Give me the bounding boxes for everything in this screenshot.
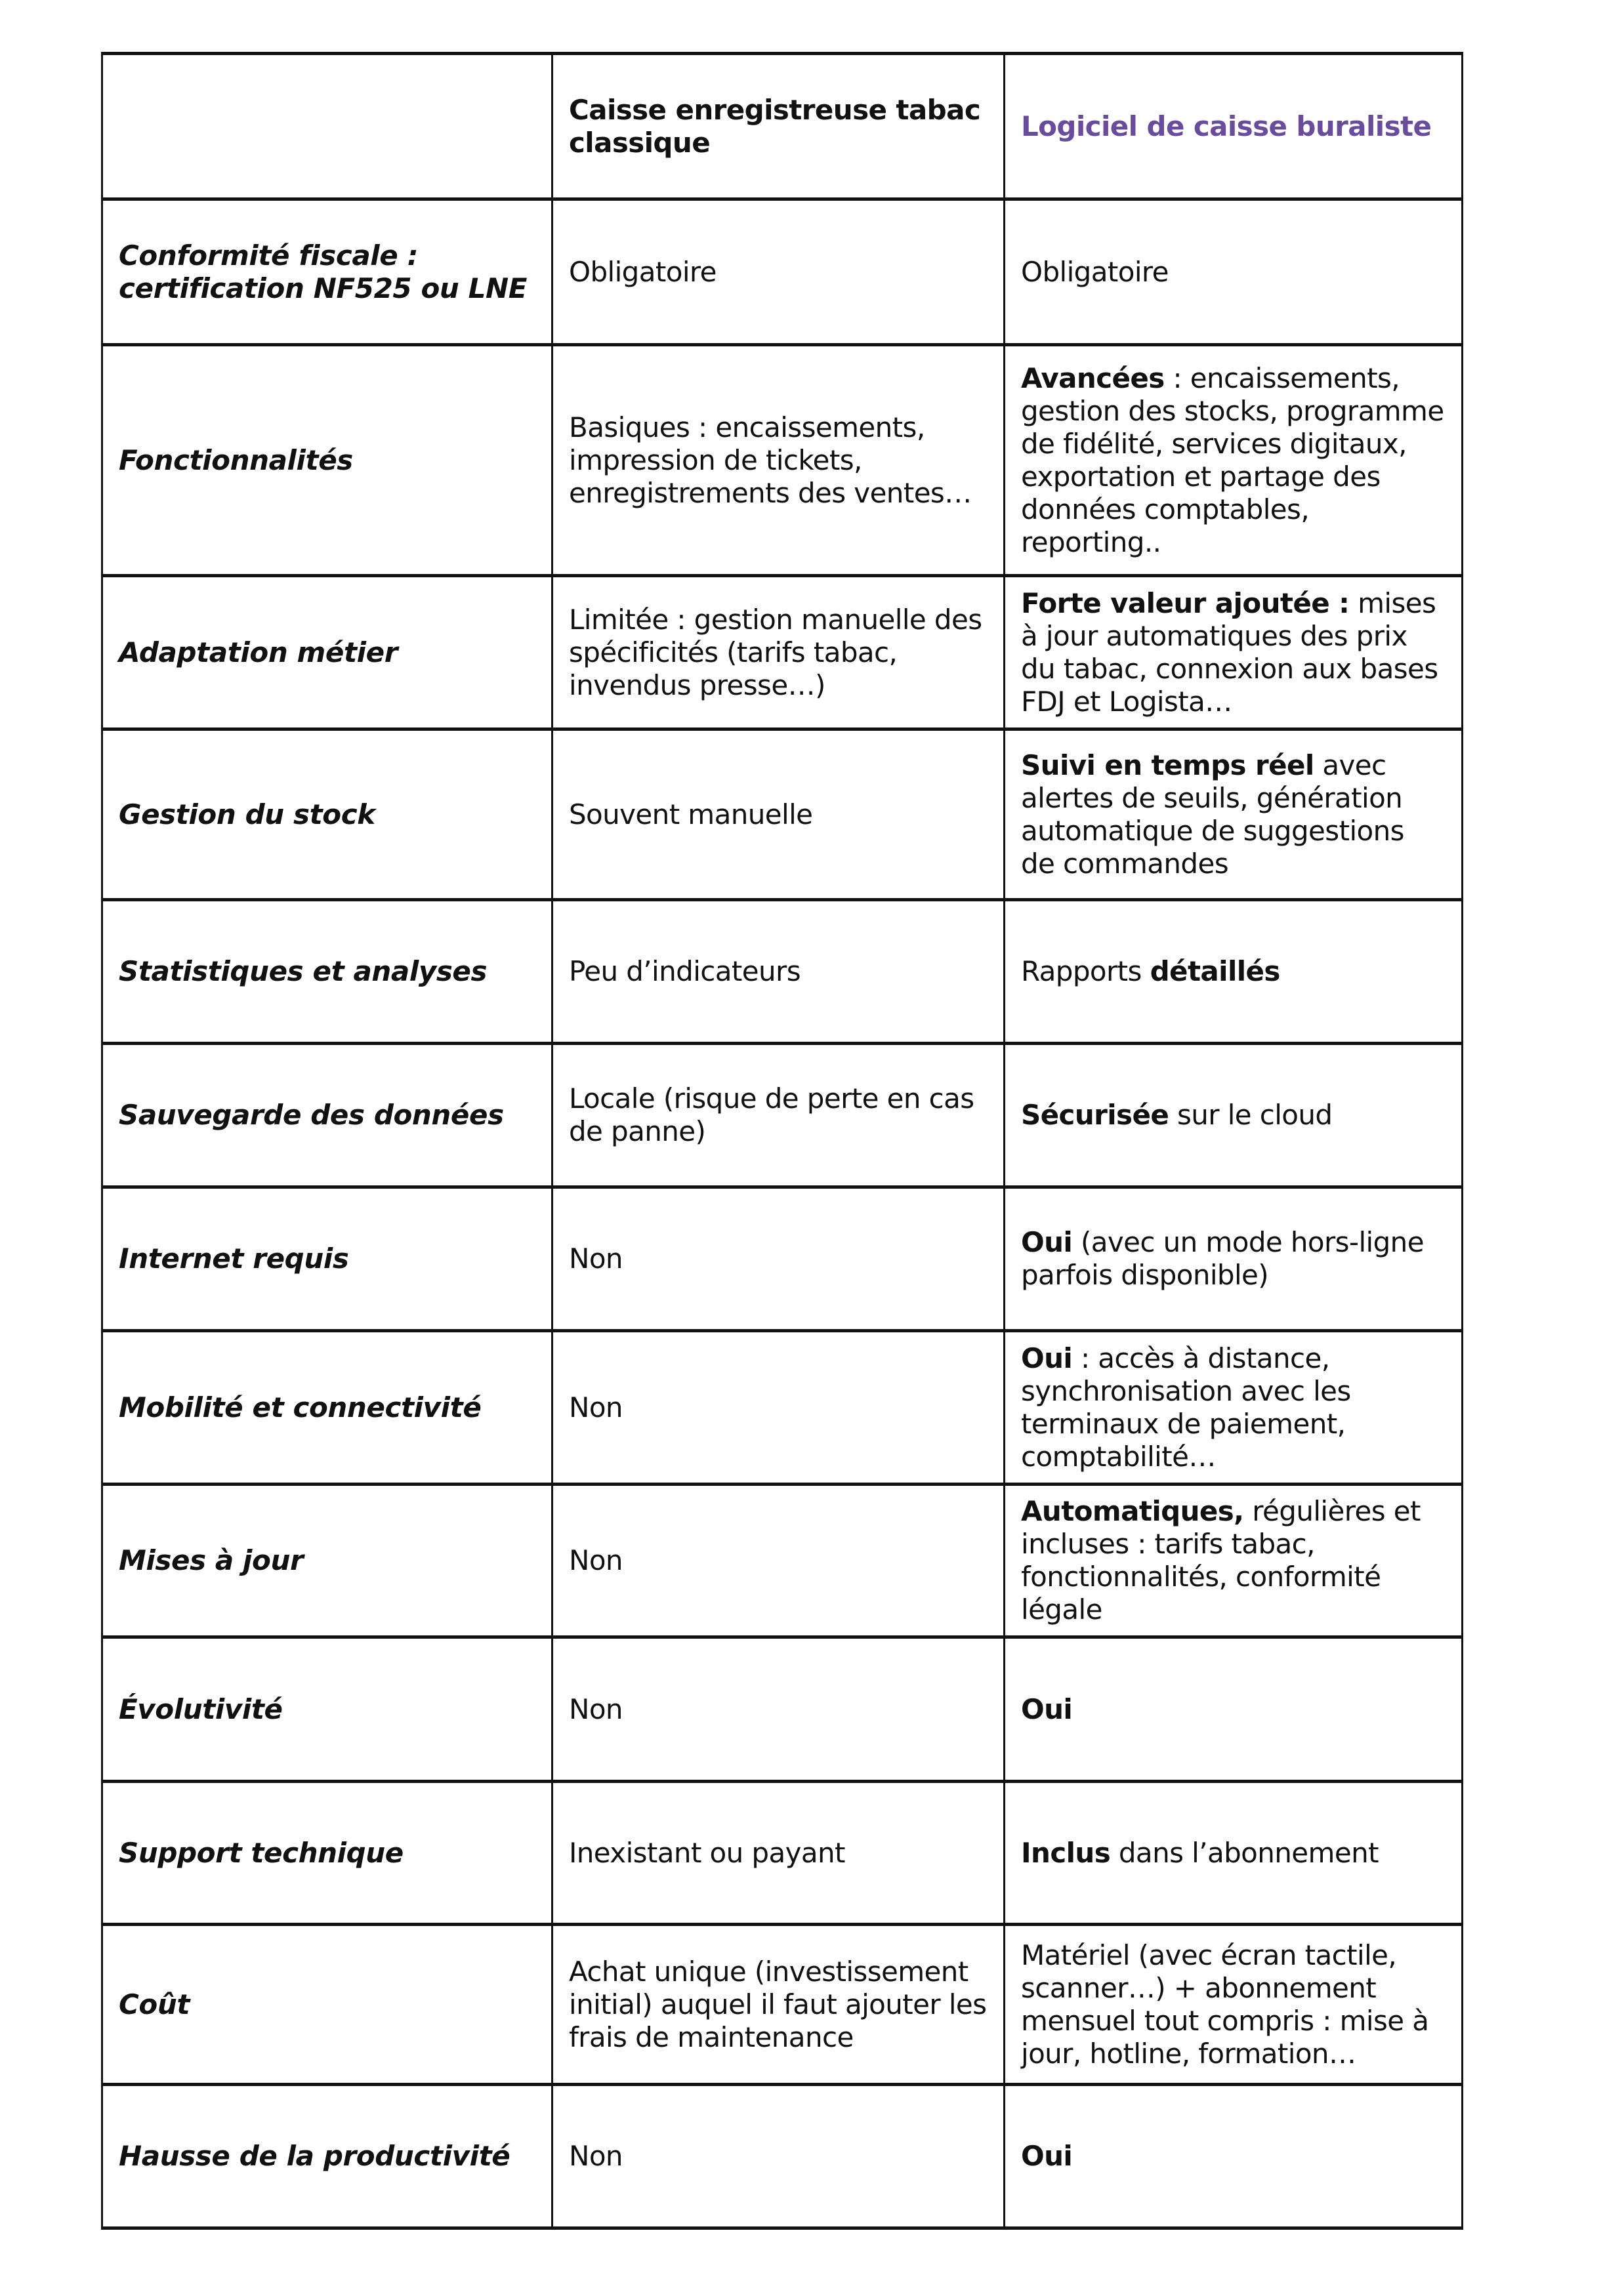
row-label: Adaptation métier	[102, 576, 552, 729]
table-row	[102, 345, 1463, 576]
software-highlight: Suivi en temps réel	[1021, 748, 1314, 781]
row-label: Gestion du stock	[102, 729, 552, 900]
software-highlight: Sécurisée	[1021, 1099, 1169, 1131]
classic-cell: Obligatoire	[552, 199, 1005, 345]
software-text: dans l’abonnement	[1110, 1836, 1379, 1869]
software-text: Matériel (avec écran tactile, scanner…) + abonnement mensuel tout compris : mise à jour, hotline, formation…	[1021, 1938, 1429, 2070]
classic-cell: Inexistant ou payant	[552, 1782, 1005, 1925]
software-cell	[1005, 1044, 1463, 1187]
row-label: Coût	[102, 1925, 552, 2085]
header-empty-cell	[102, 54, 552, 199]
classic-cell: Locale (risque de perte en cas de panne)	[552, 1044, 1005, 1187]
table-row	[102, 1782, 1463, 1925]
software-text: régulières et incluses : tarifs tabac, fonctionnalités, conformité légale	[1021, 1495, 1421, 1626]
software-text: mises à jour automatiques des prix du tabac, connexion aux bases FDJ et Logista…	[1021, 586, 1438, 718]
classic-cell: Limitée : gestion manuelle des spécificités (tarifs tabac, invendus presse…)	[552, 576, 1005, 729]
software-text: : encaissements, gestion des stocks, programme de fidélité, services digitaux, exportation et partage des données comptables, reporting..	[1021, 361, 1444, 558]
row-label: Internet requis	[102, 1187, 552, 1331]
software-cell	[1005, 345, 1463, 576]
software-cell	[1005, 900, 1463, 1044]
classic-cell: Non	[552, 1637, 1005, 1782]
classic-cell: Basiques : encaissements, impression de tickets, enregistrements des ventes…	[552, 345, 1005, 576]
table-row	[102, 1331, 1463, 1485]
software-highlight: Oui	[1021, 2140, 1073, 2172]
software-highlight: Automatiques,	[1021, 1495, 1244, 1527]
classic-cell: Non	[552, 1485, 1005, 1637]
table-row	[102, 1044, 1463, 1187]
row-label: Conformité fiscale : certification NF525 ou LNE	[102, 199, 552, 345]
row-label: Sauvegarde des données	[102, 1044, 552, 1187]
classic-cell: Achat unique (investissement initial) auquel il faut ajouter les frais de maintenance	[552, 1925, 1005, 2085]
software-text: avec alertes de seuils, génération automatique de suggestions de commandes	[1021, 748, 1404, 880]
software-cell	[1005, 576, 1463, 729]
software-cell	[1005, 1485, 1463, 1637]
row-label: Fonctionnalités	[102, 345, 552, 576]
table-row	[102, 2085, 1463, 2228]
table-row	[102, 900, 1463, 1044]
table-row	[102, 199, 1463, 345]
table-row	[102, 576, 1463, 729]
header-software: Logiciel de caisse buraliste	[1005, 54, 1463, 199]
row-label: Évolutivité	[102, 1637, 552, 1782]
classic-cell: Peu d’indicateurs	[552, 900, 1005, 1044]
row-label: Hausse de la productivité	[102, 2085, 552, 2228]
software-highlight: Oui	[1021, 1692, 1073, 1725]
row-label: Statistiques et analyses	[102, 900, 552, 1044]
software-highlight: Oui	[1021, 1342, 1073, 1374]
software-text: : accès à distance, synchronisation avec les terminaux de paiement, comptabilité…	[1021, 1342, 1351, 1473]
classic-cell: Non	[552, 2085, 1005, 2228]
classic-cell: Non	[552, 1187, 1005, 1331]
table-row	[102, 1925, 1463, 2085]
classic-cell: Souvent manuelle	[552, 729, 1005, 900]
software-highlight: Oui	[1021, 1226, 1073, 1258]
comparison-table	[101, 52, 1463, 2230]
software-highlight: détaillés	[1150, 955, 1280, 987]
table-row	[102, 729, 1463, 900]
table-row	[102, 1187, 1463, 1331]
software-text: sur le cloud	[1169, 1099, 1333, 1131]
software-highlight: Forte valeur ajoutée :	[1021, 586, 1350, 619]
software-cell	[1005, 1331, 1463, 1485]
row-label: Support technique	[102, 1782, 552, 1925]
software-cell	[1005, 1187, 1463, 1331]
table-row	[102, 1485, 1463, 1637]
row-label: Mobilité et connectivité	[102, 1331, 552, 1485]
software-highlight: Inclus	[1021, 1836, 1111, 1869]
row-label: Mises à jour	[102, 1485, 552, 1637]
software-text: (avec un mode hors-ligne parfois disponible)	[1021, 1226, 1424, 1291]
software-cell	[1005, 2085, 1463, 2228]
software-cell	[1005, 199, 1463, 345]
header-row	[102, 54, 1463, 199]
header-classic-register: Caisse enregistreuse tabac classique	[552, 54, 1005, 199]
software-text: Obligatoire	[1021, 255, 1169, 288]
software-cell	[1005, 1782, 1463, 1925]
software-highlight: Avancées	[1021, 361, 1165, 394]
software-prefix: Rapports	[1021, 955, 1150, 987]
software-cell	[1005, 1637, 1463, 1782]
software-cell	[1005, 729, 1463, 900]
classic-cell: Non	[552, 1331, 1005, 1485]
comparison-table-container	[101, 52, 1461, 2230]
table-row	[102, 1637, 1463, 1782]
software-cell	[1005, 1925, 1463, 2085]
